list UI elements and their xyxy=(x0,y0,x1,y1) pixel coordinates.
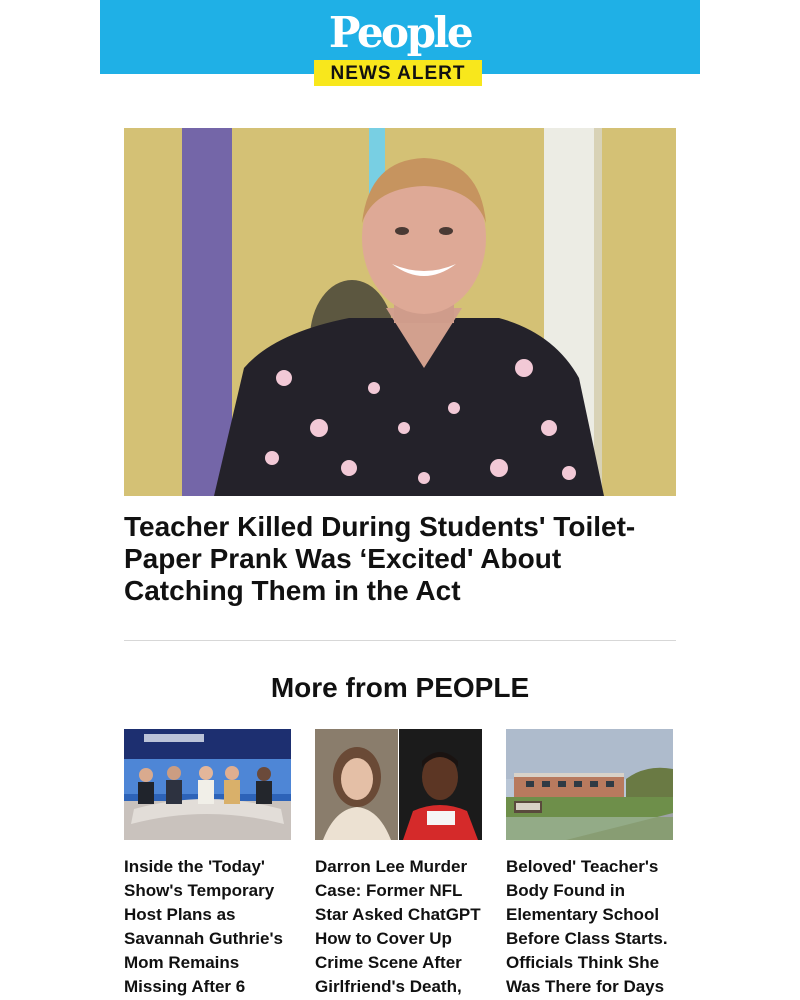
story-card-darron-lee[interactable] xyxy=(315,729,482,999)
section-divider xyxy=(124,640,676,641)
story-title[interactable]: Beloved' Teacher's Body Found in Elementary School Before Class Starts. Officials Think She Was There for Days xyxy=(506,857,668,996)
story-card-today-show[interactable] xyxy=(124,729,291,999)
story-thumbnail[interactable] xyxy=(124,729,291,840)
story-thumbnail[interactable] xyxy=(315,729,482,840)
people-logo[interactable]: People xyxy=(328,8,472,57)
news-alert-badge: NEWS ALERT xyxy=(314,60,482,86)
hero-image[interactable] xyxy=(124,128,676,496)
more-from-people-heading: More from PEOPLE xyxy=(270,672,530,703)
story-thumbnail[interactable] xyxy=(506,729,673,840)
hero-headline[interactable]: Teacher Killed During Students' Toilet-Paper Prank Was ‘Excited' About Catching Them in the Act xyxy=(124,511,636,606)
story-title[interactable]: Inside the 'Today' Show's Temporary Host Plans as Savannah Guthrie's Mom Remains Missing After 6 xyxy=(124,857,283,996)
story-card-beloved-teacher[interactable] xyxy=(506,729,673,999)
story-title[interactable]: Darron Lee Murder Case: Former NFL Star Asked ChatGPT How to Cover Up Crime Scene After Girlfriend's Death, xyxy=(315,857,481,996)
